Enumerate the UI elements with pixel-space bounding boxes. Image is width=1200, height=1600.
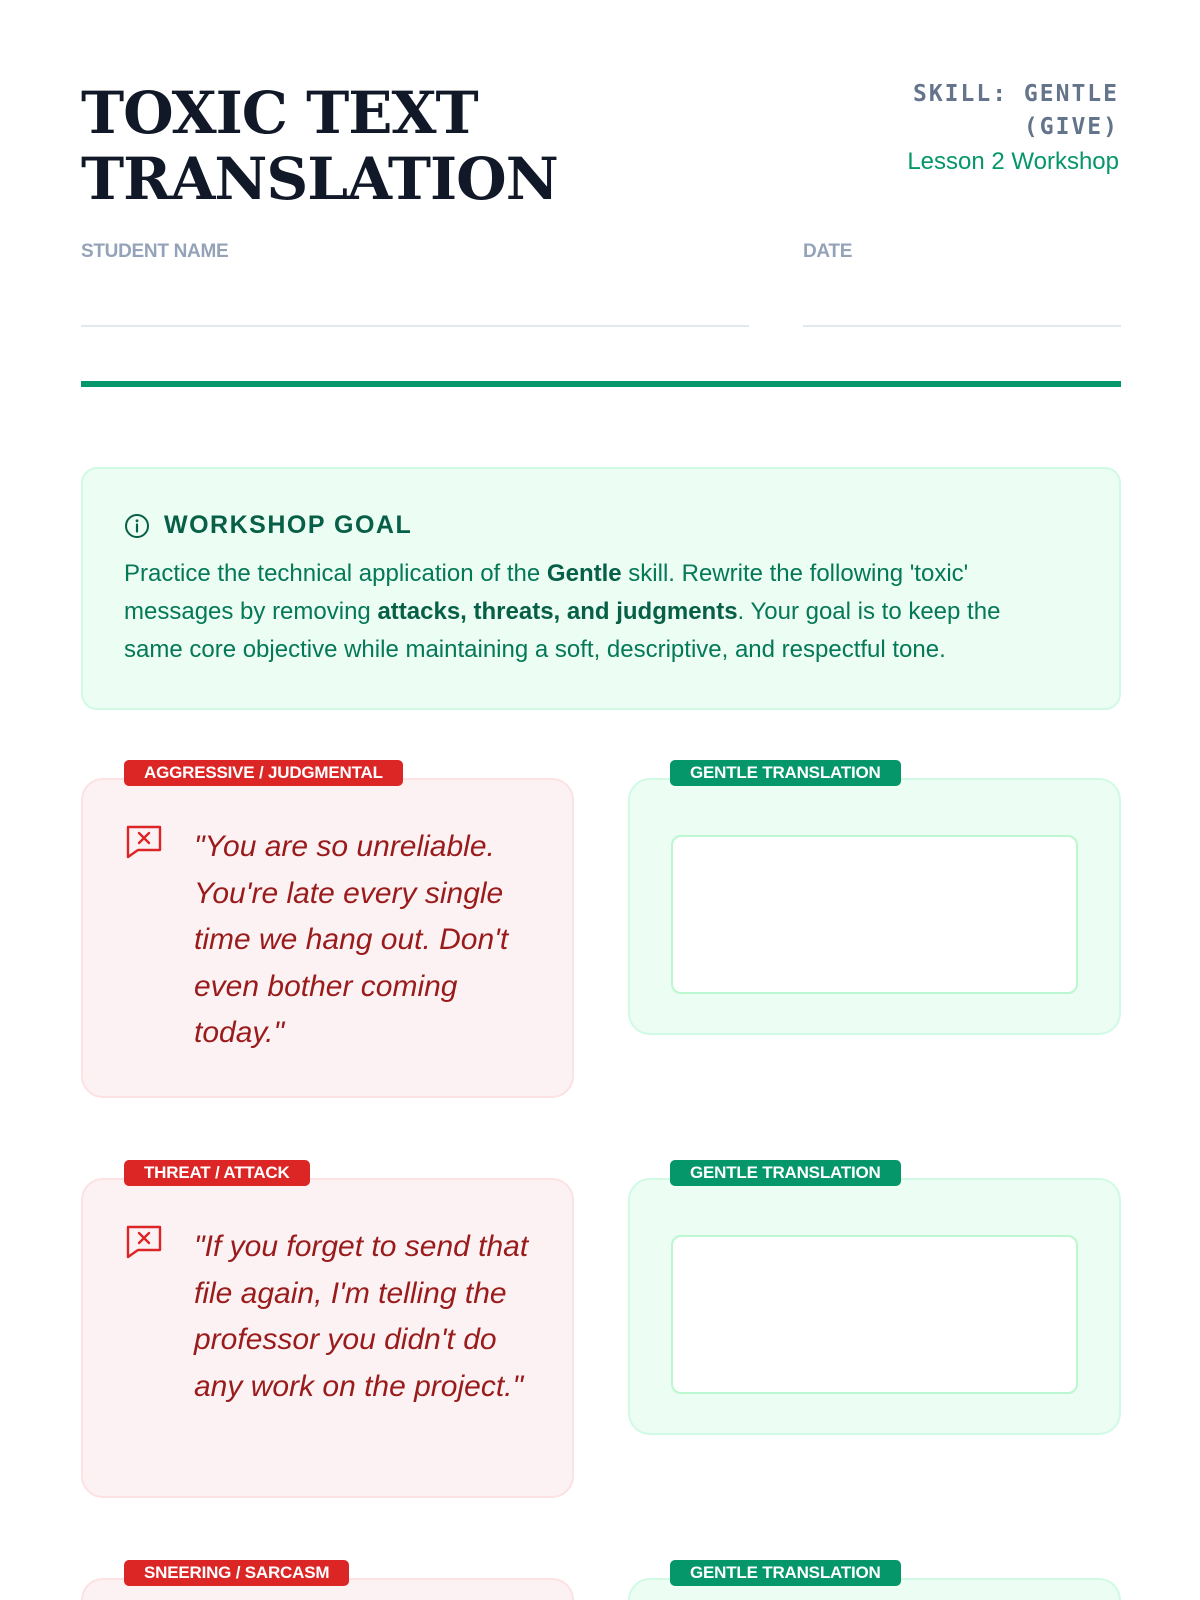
toxic-message-card (81, 778, 574, 1098)
gentle-translation-tag: GENTLE TRANSLATION (670, 1560, 901, 1586)
page-title (81, 80, 641, 212)
message-x-icon (125, 824, 163, 860)
toxic-quote: "You are so unreliable. You're late every single time we hang out. Don't even bother coming today." (194, 830, 509, 1049)
gentle-translation-card (628, 1178, 1121, 1435)
header-divider (81, 381, 1121, 387)
goal-text-bold: Gentle (546, 560, 622, 587)
toxic-tag: AGGRESSIVE / JUDGMENTAL (124, 760, 403, 786)
lesson-label: Lesson 2 Workshop (907, 148, 1119, 175)
workshop-goal-text (124, 555, 1064, 669)
toxic-tag: THREAT / ATTACK (124, 1160, 310, 1186)
goal-text-part: Practice the technical application of the (124, 560, 547, 587)
student-name-label: STUDENT NAME (81, 241, 229, 262)
goal-text-bold: attacks, threats, and judgments (377, 598, 738, 625)
date-field[interactable] (803, 325, 1121, 327)
gentle-translation-input[interactable] (671, 1235, 1078, 1394)
toxic-message-card (81, 1178, 574, 1498)
message-x-icon (125, 1224, 163, 1260)
toxic-quote: "If you forget to send that file again, I'm telling the professor you didn't do any work on the project." (194, 1230, 529, 1403)
gentle-translation-card (628, 778, 1121, 1035)
skill-label (859, 78, 1119, 144)
title-line-2: TRANSLATION (81, 145, 558, 213)
gentle-translation-input[interactable] (671, 835, 1078, 994)
student-name-field[interactable] (81, 325, 749, 327)
workshop-goal-title: WORKSHOP GOAL (164, 511, 413, 539)
title-line-1: TOXIC TEXT (81, 79, 478, 147)
toxic-tag: SNEERING / SARCASM (124, 1560, 349, 1586)
workshop-goal-header (124, 511, 412, 540)
info-circle-icon (124, 513, 150, 539)
goal-text-part: skill. Rewrite the following 'toxic' messages by removing (124, 560, 969, 625)
gentle-translation-tag: GENTLE TRANSLATION (670, 760, 901, 786)
gentle-translation-tag: GENTLE TRANSLATION (670, 1160, 901, 1186)
date-label: DATE (803, 241, 853, 262)
skill-line-1: SKILL: GENTLE (912, 81, 1119, 107)
skill-line-2: (GIVE) (1023, 114, 1119, 140)
goal-text-part: . Your goal is to keep the same core objective while maintaining a soft, descriptive, and respectful tone. (124, 598, 1001, 663)
workshop-goal-box (81, 467, 1121, 710)
